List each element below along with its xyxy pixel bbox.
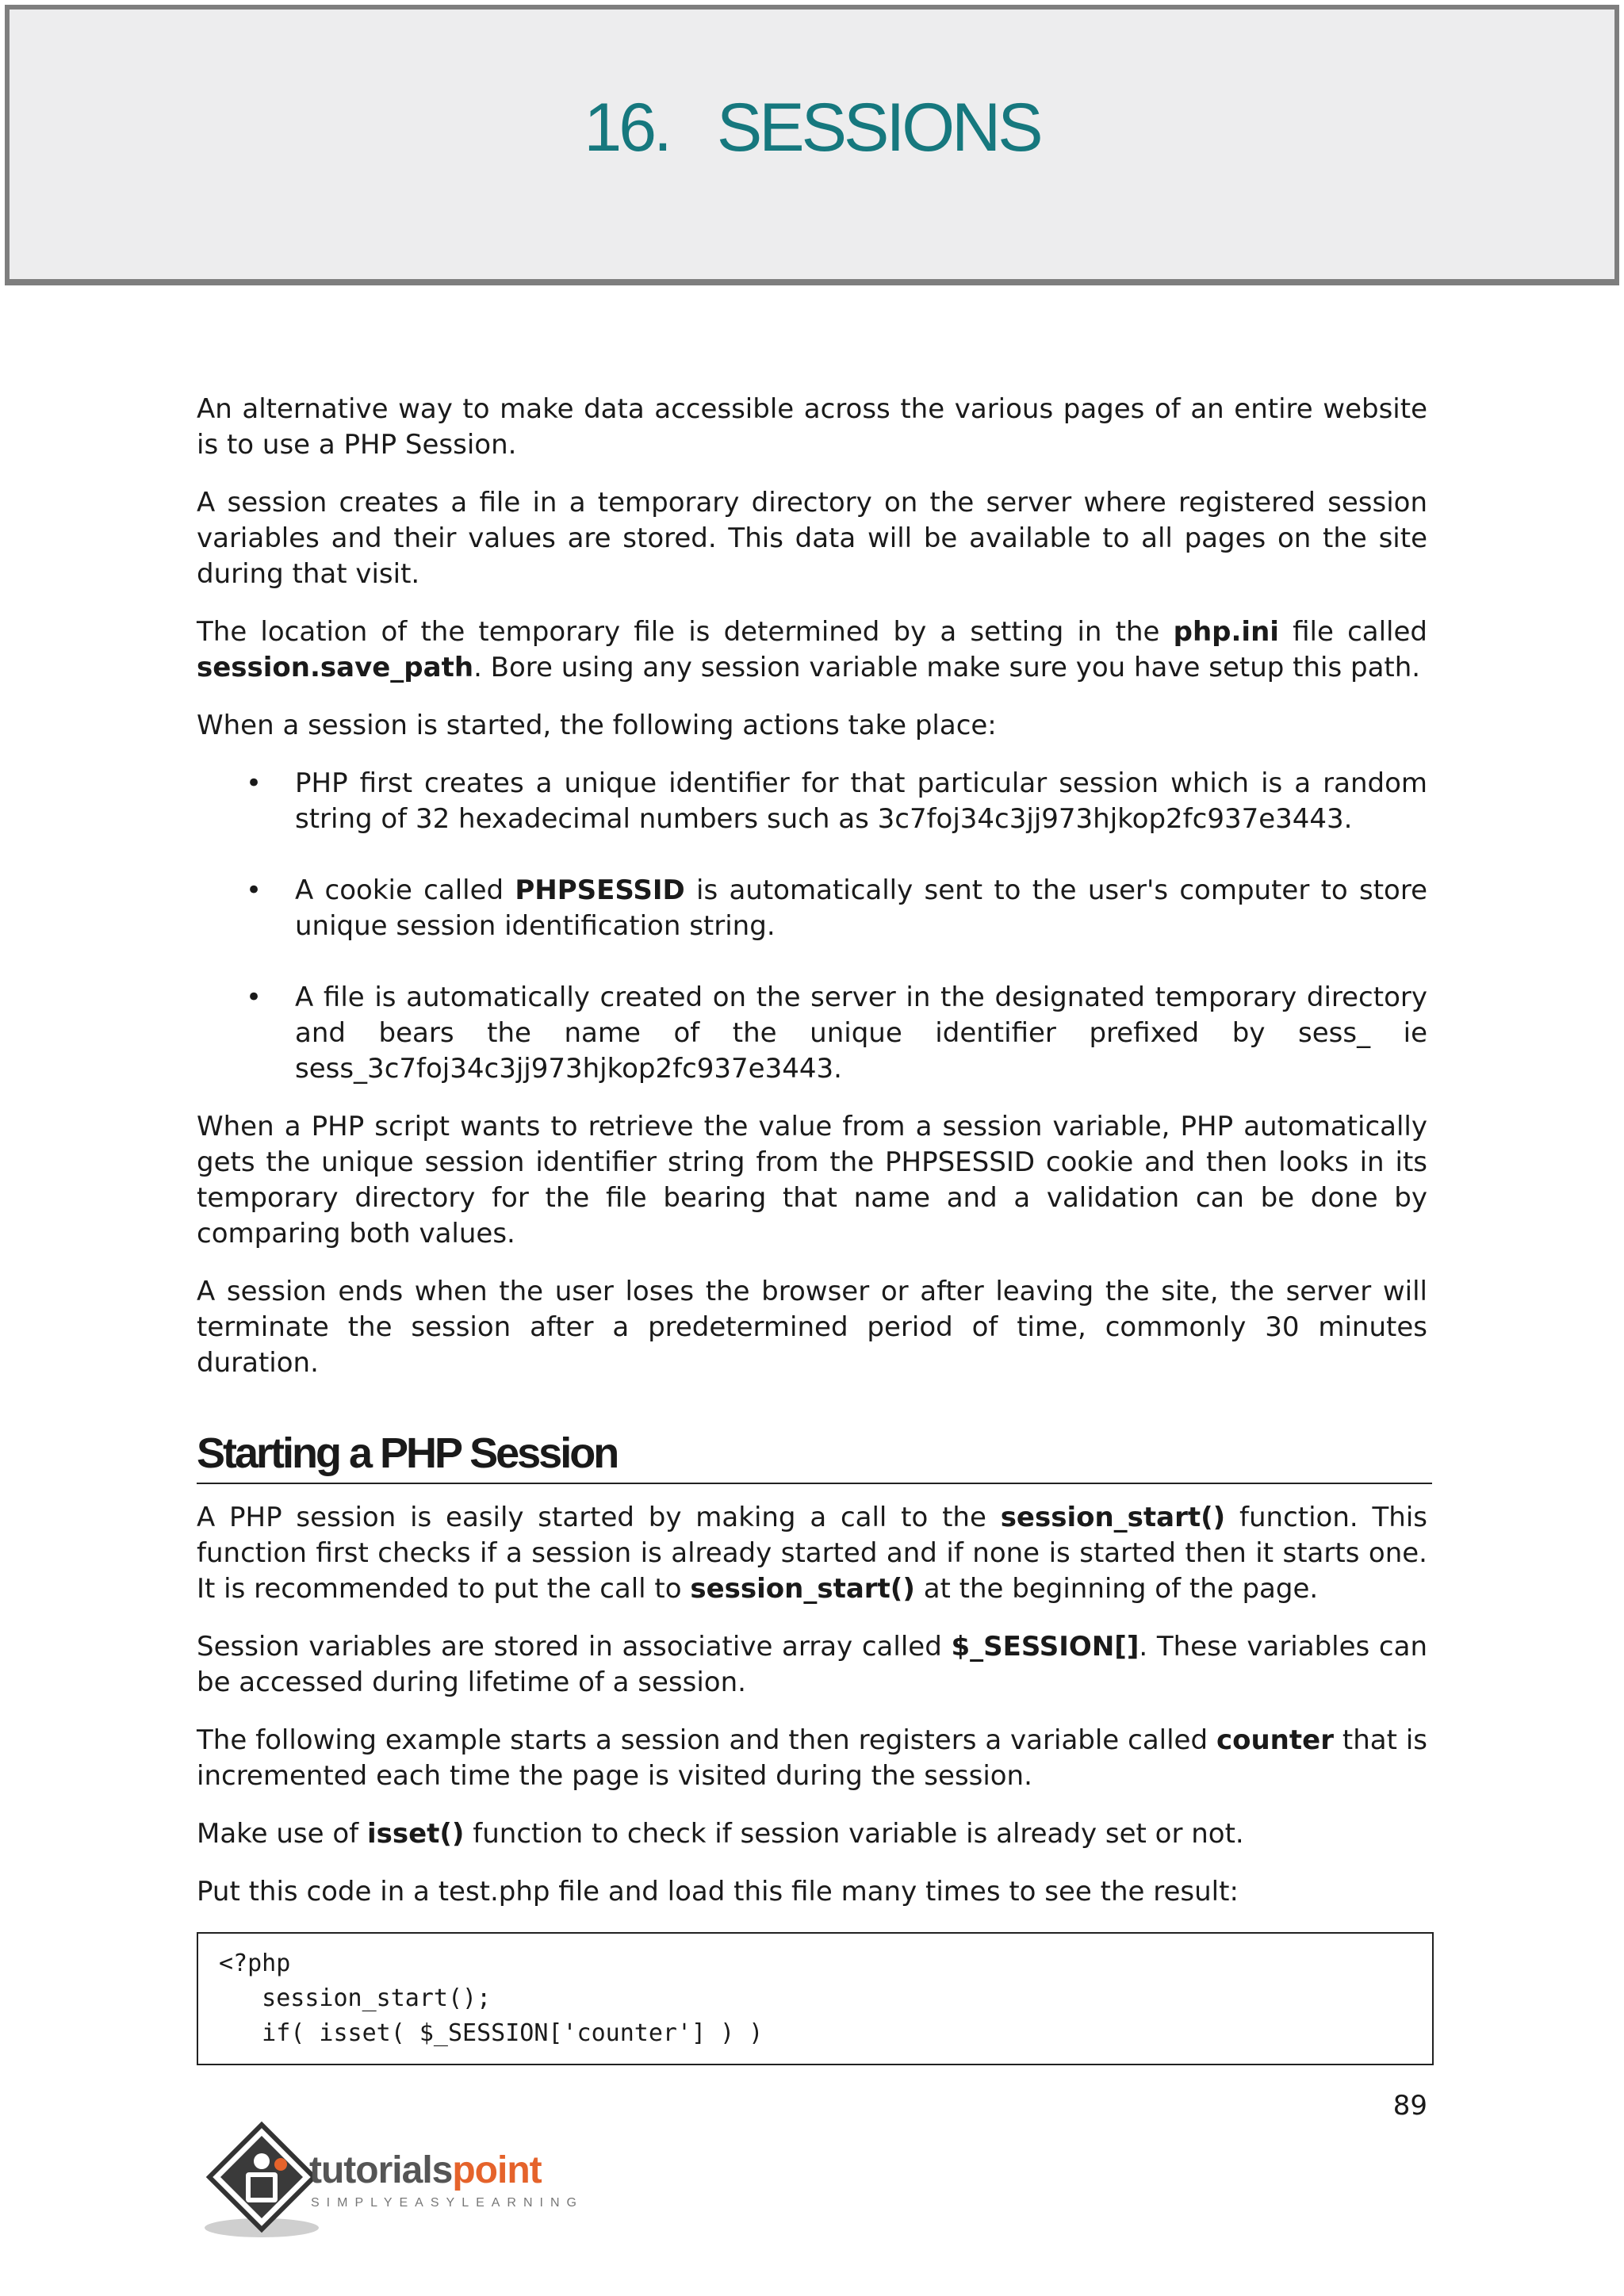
bullet-dot: • — [246, 982, 262, 1013]
text-run: at the beginning of the page. — [914, 1573, 1319, 1605]
text-run: The following example starts a session and then registers a variable called — [197, 1724, 1216, 1756]
paragraph-isset — [197, 1816, 1427, 1852]
text-run: Make use of — [197, 1818, 367, 1850]
tutorialspoint-logo — [198, 2117, 595, 2244]
bold-counter: counter — [1216, 1724, 1334, 1756]
text-run: file called — [1278, 616, 1427, 648]
logo-diamond-icon — [198, 2117, 325, 2244]
paragraph-intro: An alternative way to make data accessible across the various pages of an entire website is to use a PHP Session. — [197, 393, 1427, 461]
paragraph-save-path — [197, 614, 1427, 686]
page-number: 89 — [1392, 2090, 1427, 2122]
code-line: if( isset( $_SESSION['counter'] ) ) — [219, 2019, 764, 2047]
paragraph-retrieve: When a PHP script wants to retrieve the value from a session variable, PHP automatically gets the unique session identifier string from the PHPSESSID cookie and then looks in its temporary directory for the file bearing that name and a validation can be done by comparing both values. — [197, 1111, 1427, 1249]
bullet-text: PHP first creates a unique identifier for that particular session which is a random string of 32 hexadecimal numbers such as 3c7foj34c3jj973hjkop2fc937e3443. — [295, 767, 1427, 835]
bullet-text: A cookie called — [295, 874, 515, 906]
bold-isset: isset() — [366, 1818, 465, 1850]
paragraph-actions-intro: When a session is started, the following actions take place: — [197, 710, 997, 741]
logo-wordmark — [309, 2149, 542, 2192]
logo-word-part: tutorials — [309, 2149, 453, 2191]
text-run: function. This function first checks if a session is already started and if none is started then it starts one. It is recommended to put the call to — [197, 1502, 1427, 1605]
bullet-dot: • — [246, 874, 262, 906]
paragraph-session-array — [197, 1629, 1427, 1701]
code-line: <?php — [219, 1950, 291, 1977]
chapter-title — [10, 89, 1614, 167]
bullet-text: A file is automatically created on the server in the designated temporary directory and bears the name of the unique identifier prefixed by sess_ ie sess_3c7foj34c3jj973hjkop2fc937e3443. — [295, 982, 1427, 1085]
actions-list — [197, 766, 1427, 1087]
bold-session-start: session_start() — [690, 1573, 915, 1605]
text-run: Session variables are stored in associative array called — [197, 1631, 952, 1663]
bold-save-path: session.save_path — [197, 652, 474, 683]
code-block — [197, 1932, 1434, 2065]
text-run: function to check if session variable is already set or not. — [464, 1818, 1244, 1850]
bold-session-array: $_SESSION[] — [951, 1631, 1139, 1663]
code-line: session_start(); — [219, 1984, 492, 2012]
logo-tagline: SIMPLYEASYLEARNING — [311, 2196, 584, 2210]
chapter-banner — [5, 5, 1619, 285]
chapter-title-text: SESSIONS — [716, 90, 1040, 166]
bold-session-start: session_start() — [1000, 1502, 1226, 1533]
section-heading: Starting a PHP Session — [197, 1429, 1432, 1484]
bold-phpsessid: PHPSESSID — [515, 874, 685, 906]
bullet-text: is automatically sent to the user's computer to store unique session identification string. — [295, 874, 1428, 942]
text-run: A PHP session is easily started by making a call to the — [197, 1502, 1001, 1533]
list-item — [197, 873, 1427, 944]
list-item — [197, 980, 1427, 1087]
page-content — [197, 392, 1427, 2065]
chapter-number: 16. — [584, 90, 669, 166]
paragraph-test-php: Put this code in a test.php file and load this file many times to see the result: — [197, 1876, 1239, 1908]
logo-word-accent: point — [452, 2149, 542, 2191]
paragraph-session-start — [197, 1500, 1427, 1607]
text-run: that is incremented each time the page is visited during the session. — [197, 1724, 1428, 1792]
text-run: . Bore using any session variable make sure you have setup this path. — [473, 652, 1421, 683]
bold-php-ini: php.ini — [1173, 616, 1279, 648]
text-run: . These variables can be accessed during lifetime of a session. — [197, 1631, 1427, 1698]
text-run: The location of the temporary file is determined by a setting in the — [197, 616, 1174, 648]
paragraph-session-file: A session creates a file in a temporary directory on the server where registered session variables and their values are stored. This data will be available to all pages on the site during that visit. — [197, 487, 1427, 590]
paragraph-counter — [197, 1723, 1427, 1794]
list-item — [197, 766, 1427, 837]
bullet-dot: • — [246, 767, 262, 799]
paragraph-session-end: A session ends when the user loses the browser or after leaving the site, the server will terminate the session after a predetermined period of time, commonly 30 minutes duration. — [197, 1276, 1427, 1379]
